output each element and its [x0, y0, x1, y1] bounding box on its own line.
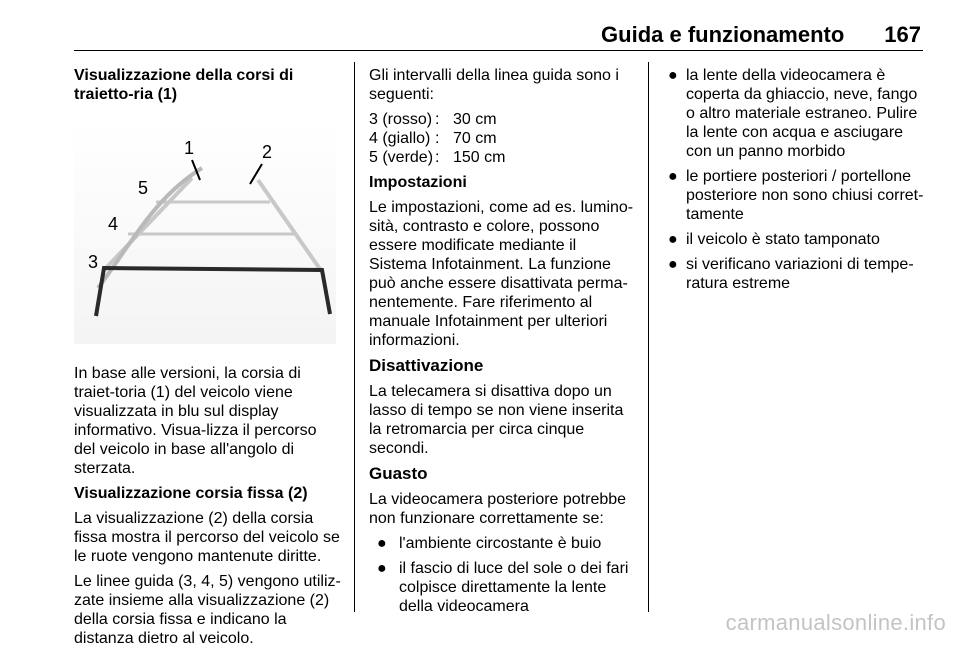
list-item-text: si verificano variazioni di tempe-ratura estreme: [686, 256, 914, 292]
column-divider-2: [648, 62, 649, 612]
distance-separator: :: [435, 149, 440, 166]
figure-label-2: 2: [262, 142, 273, 162]
page-number: 167: [884, 22, 921, 47]
list-item-text: il veicolo è stato tamponato: [686, 231, 880, 248]
paragraph-guides: Le linee guida (3, 4, 5) vengono utiliz-zate insieme alla visualizzazione (2) della corsia fissa e indicano la distanza dietro al veicolo.: [74, 573, 341, 647]
header-rule: [74, 50, 923, 51]
settings-text: Le impostazioni, come ad es. lumino-sità, contrasto e colore, possono essere modificate mediante il Sistema Infotainment. La funzione può anche essere disattivata perma-nentemente. Fare riferimento al manuale Infotainment per ulteriori informazioni.: [369, 199, 634, 349]
distance-label: 4 (giallo): [369, 130, 431, 147]
settings-heading: Impostazioni: [369, 174, 467, 191]
deactivation-text: La telecamera si disattiva dopo un lasso di tempo se non viene inserita la retromarcia per circa cinque secondi.: [369, 383, 624, 457]
distances-table: [369, 110, 505, 167]
list-item: [664, 230, 928, 249]
watermark: carmanualsonline.info: [725, 610, 946, 635]
figure-label-3: 3: [88, 252, 99, 272]
bullet-icon: ●: [668, 168, 678, 185]
distance-separator: :: [435, 111, 440, 128]
distances-intro: Gli intervalli della linea guida sono i seguenti:: [369, 67, 619, 103]
distance-value: 30 cm: [453, 111, 497, 128]
table-row: [369, 110, 505, 129]
paragraph-trajectory: In base alle versioni, la corsia di traiet-toria (1) del veicolo viene visualizzata in blu sul display informativo. Visua-lizza il percorso del veicolo in base all'angolo di sterzata.: [74, 365, 317, 477]
fault-heading: Guasto: [369, 464, 428, 483]
section-heading-fixed: Visualizzazione corsia fissa (2): [74, 485, 308, 502]
fault-list-continued: [664, 66, 928, 293]
bullet-icon: ●: [668, 231, 678, 248]
figure-label-5: 5: [138, 178, 149, 198]
distance-separator: :: [435, 130, 440, 147]
list-item-text: le portiere posteriori / portellone posteriore non sono chiusi corret-tamente: [686, 168, 924, 223]
table-row: [369, 148, 505, 167]
paragraph-fixed: La visualizzazione (2) della corsia fissa mostra il percorso del veicolo se le ruote vengono mantenute diritte.: [74, 510, 340, 565]
distance-label: 3 (rosso): [369, 111, 433, 128]
list-item: [664, 66, 928, 161]
list-item-text: la lente della videocamera è coperta da ghiaccio, neve, fango o altro materiale estraneo. Pulire la lente con acqua e asciugare con un panno morbido: [686, 67, 918, 160]
guideline-diagram: [74, 120, 336, 344]
figure-label-1: 1: [184, 138, 195, 158]
right-column: [664, 66, 928, 299]
section-heading-trajectory: Visualizzazione della corsi di traietto-ria (1): [74, 67, 294, 103]
figure-label-4: 4: [108, 214, 119, 234]
bullet-icon: ●: [377, 560, 387, 577]
distance-value: 70 cm: [453, 130, 497, 147]
column-divider-1: [354, 62, 355, 612]
middle-column: [369, 66, 637, 622]
bullet-icon: ●: [377, 535, 387, 552]
distance-value: 150 cm: [453, 149, 506, 166]
bullet-icon: ●: [668, 256, 678, 273]
list-item: [664, 167, 928, 224]
list-item-text: l'ambiente circostante è buio: [399, 535, 602, 552]
fault-list: [369, 534, 637, 616]
distance-label: 5 (verde): [369, 149, 434, 166]
list-item: [369, 534, 637, 553]
bullet-icon: ●: [668, 67, 678, 84]
deactivation-heading: Disattivazione: [369, 356, 484, 375]
table-row: [369, 129, 505, 148]
fault-intro: La videocamera posteriore potrebbe non funzionare correttamente se:: [369, 491, 627, 527]
page-header: [0, 22, 921, 48]
guideline-figure: [74, 120, 336, 344]
list-item: [664, 255, 928, 293]
list-item-text: il fascio di luce del sole o dei fari colpisce direttamente la lente della videocamera: [399, 560, 629, 615]
list-item: [369, 559, 637, 616]
chapter-title: Guida e funzionamento: [601, 22, 845, 47]
left-column: [74, 66, 342, 654]
